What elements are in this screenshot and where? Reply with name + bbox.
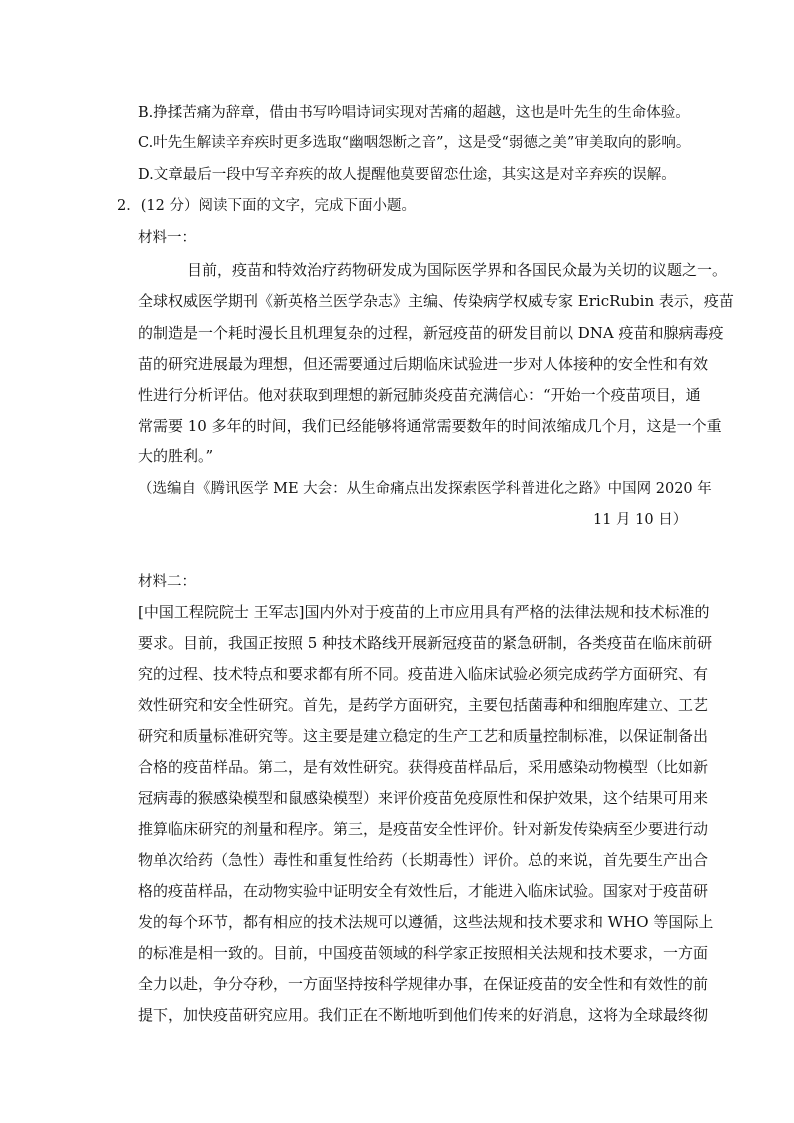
material-2-line: [中国工程院院士 王军志]国内外对于疫苗的上市应用具有严格的法律法规和技术标准的 [138, 603, 710, 621]
material-1-source: （选编自《腾讯医学 ME 大会：从生命痛点出发探索医学科普进化之路》中国网 2020 年 [138, 481, 712, 497]
question-2-header: 2．(12 分）阅读下面的文字，完成下面小题。 [117, 198, 416, 214]
option-d: D.文章最后一段中写辛弃疾的故人提醒他莫要留恋仕途，其实这是对辛弃疾的误解。 [138, 167, 676, 183]
material-2-line: 推算临床研究的剂量和程序。第三，是疫苗安全性评价。针对新发传染病至少要进行动 [138, 820, 709, 838]
material-2-line: 的标准是相一致的。目前，中国疫苗领域的科学家正按照相关法规和技术要求，一方面 [138, 944, 709, 962]
material-2-line: 提下，加快疫苗研究应用。我们正在不断地听到他们传来的好消息，这将为全球最终彻 [138, 1006, 709, 1024]
material-1-heading: 材料一： [138, 230, 196, 246]
material-2-line: 效性研究和安全性研究。首先，是药学方面研究，主要包括菌毒种和细胞库建立、工艺 [138, 696, 709, 714]
material-1-line: 全球权威医学期刊《新英格兰医学杂志》主编、传染病学权威专家 EricRubin 表示，疫苗 [138, 292, 734, 310]
material-2-line: 格的疫苗样品，在动物实验中证明安全有效性后，才能进入临床试验。国家对于疫苗研 [138, 882, 709, 900]
material-2-line: 冠病毒的猴感染模型和鼠感染模型）来评价疫苗免疫原性和保护效果，这个结果可用来 [138, 789, 709, 807]
option-c: C.叶先生解读辛弃疾时更多选取“幽咽怨断之音”，这是受“弱德之美”审美取向的影响。 [138, 135, 691, 151]
material-2-line: 究的过程、技术特点和要求都有所不同。疫苗进入临床试验必须完成药学方面研究、有 [138, 665, 709, 683]
material-1-line: 目前，疫苗和特效治疗药物研发成为国际医学界和各国民众最为关切的议题之一。 [187, 261, 728, 279]
option-b: B.挣揉苦痛为辞章，借由书写吟唱诗词实现对苦痛的超越，这也是叶先生的生命体验。 [138, 105, 690, 121]
material-1-line: 苗的研究进展最为理想，但还需要通过后期临床试验进一步对人体接种的安全性和有效 [138, 355, 709, 373]
material-2-line: 发的每个环节，都有相应的技术法规可以遵循，这些法规和技术要求和 WHO 等国际上 [138, 913, 714, 931]
material-1-line: 的制造是一个耗时漫长且机理复杂的过程，新冠疫苗的研发目前以 DNA 疫苗和腺病毒疫 [138, 324, 724, 342]
material-1-line: 性进行分析评估。他对获取到理想的新冠肺炎疫苗充满信心：“开始一个疫苗项目，通 [138, 386, 701, 404]
material-2-line: 研究和质量标准研究等。这主要是建立稳定的生产工艺和质量控制标准，以保证制备出 [138, 727, 709, 745]
material-2-heading: 材料二： [138, 574, 196, 590]
material-2-line: 全力以赴，争分夺秒，一方面坚持按科学规律办事，在保证疫苗的安全性和有效性的前 [138, 975, 709, 993]
material-2-line: 物单次给药（急性）毒性和重复性给药（长期毒性）评价。总的来说，首先要生产出合 [138, 851, 709, 869]
material-1-source-date: 11 月 10 日） [593, 512, 688, 528]
material-1-line: 常需要 10 多年的时间，我们已经能够将通常需要数年的时间浓缩成几个月，这是一个重 [138, 417, 722, 435]
material-1-line: 大的胜利。” [138, 447, 214, 465]
material-2-line: 合格的疫苗样品。第二，是有效性研究。获得疫苗样品后，采用感染动物模型（比如新 [138, 758, 709, 776]
material-2-line: 要求。目前，我国正按照 5 种技术路线开展新冠疫苗的紧急研制，各类疫苗在临床前研 [138, 634, 713, 652]
